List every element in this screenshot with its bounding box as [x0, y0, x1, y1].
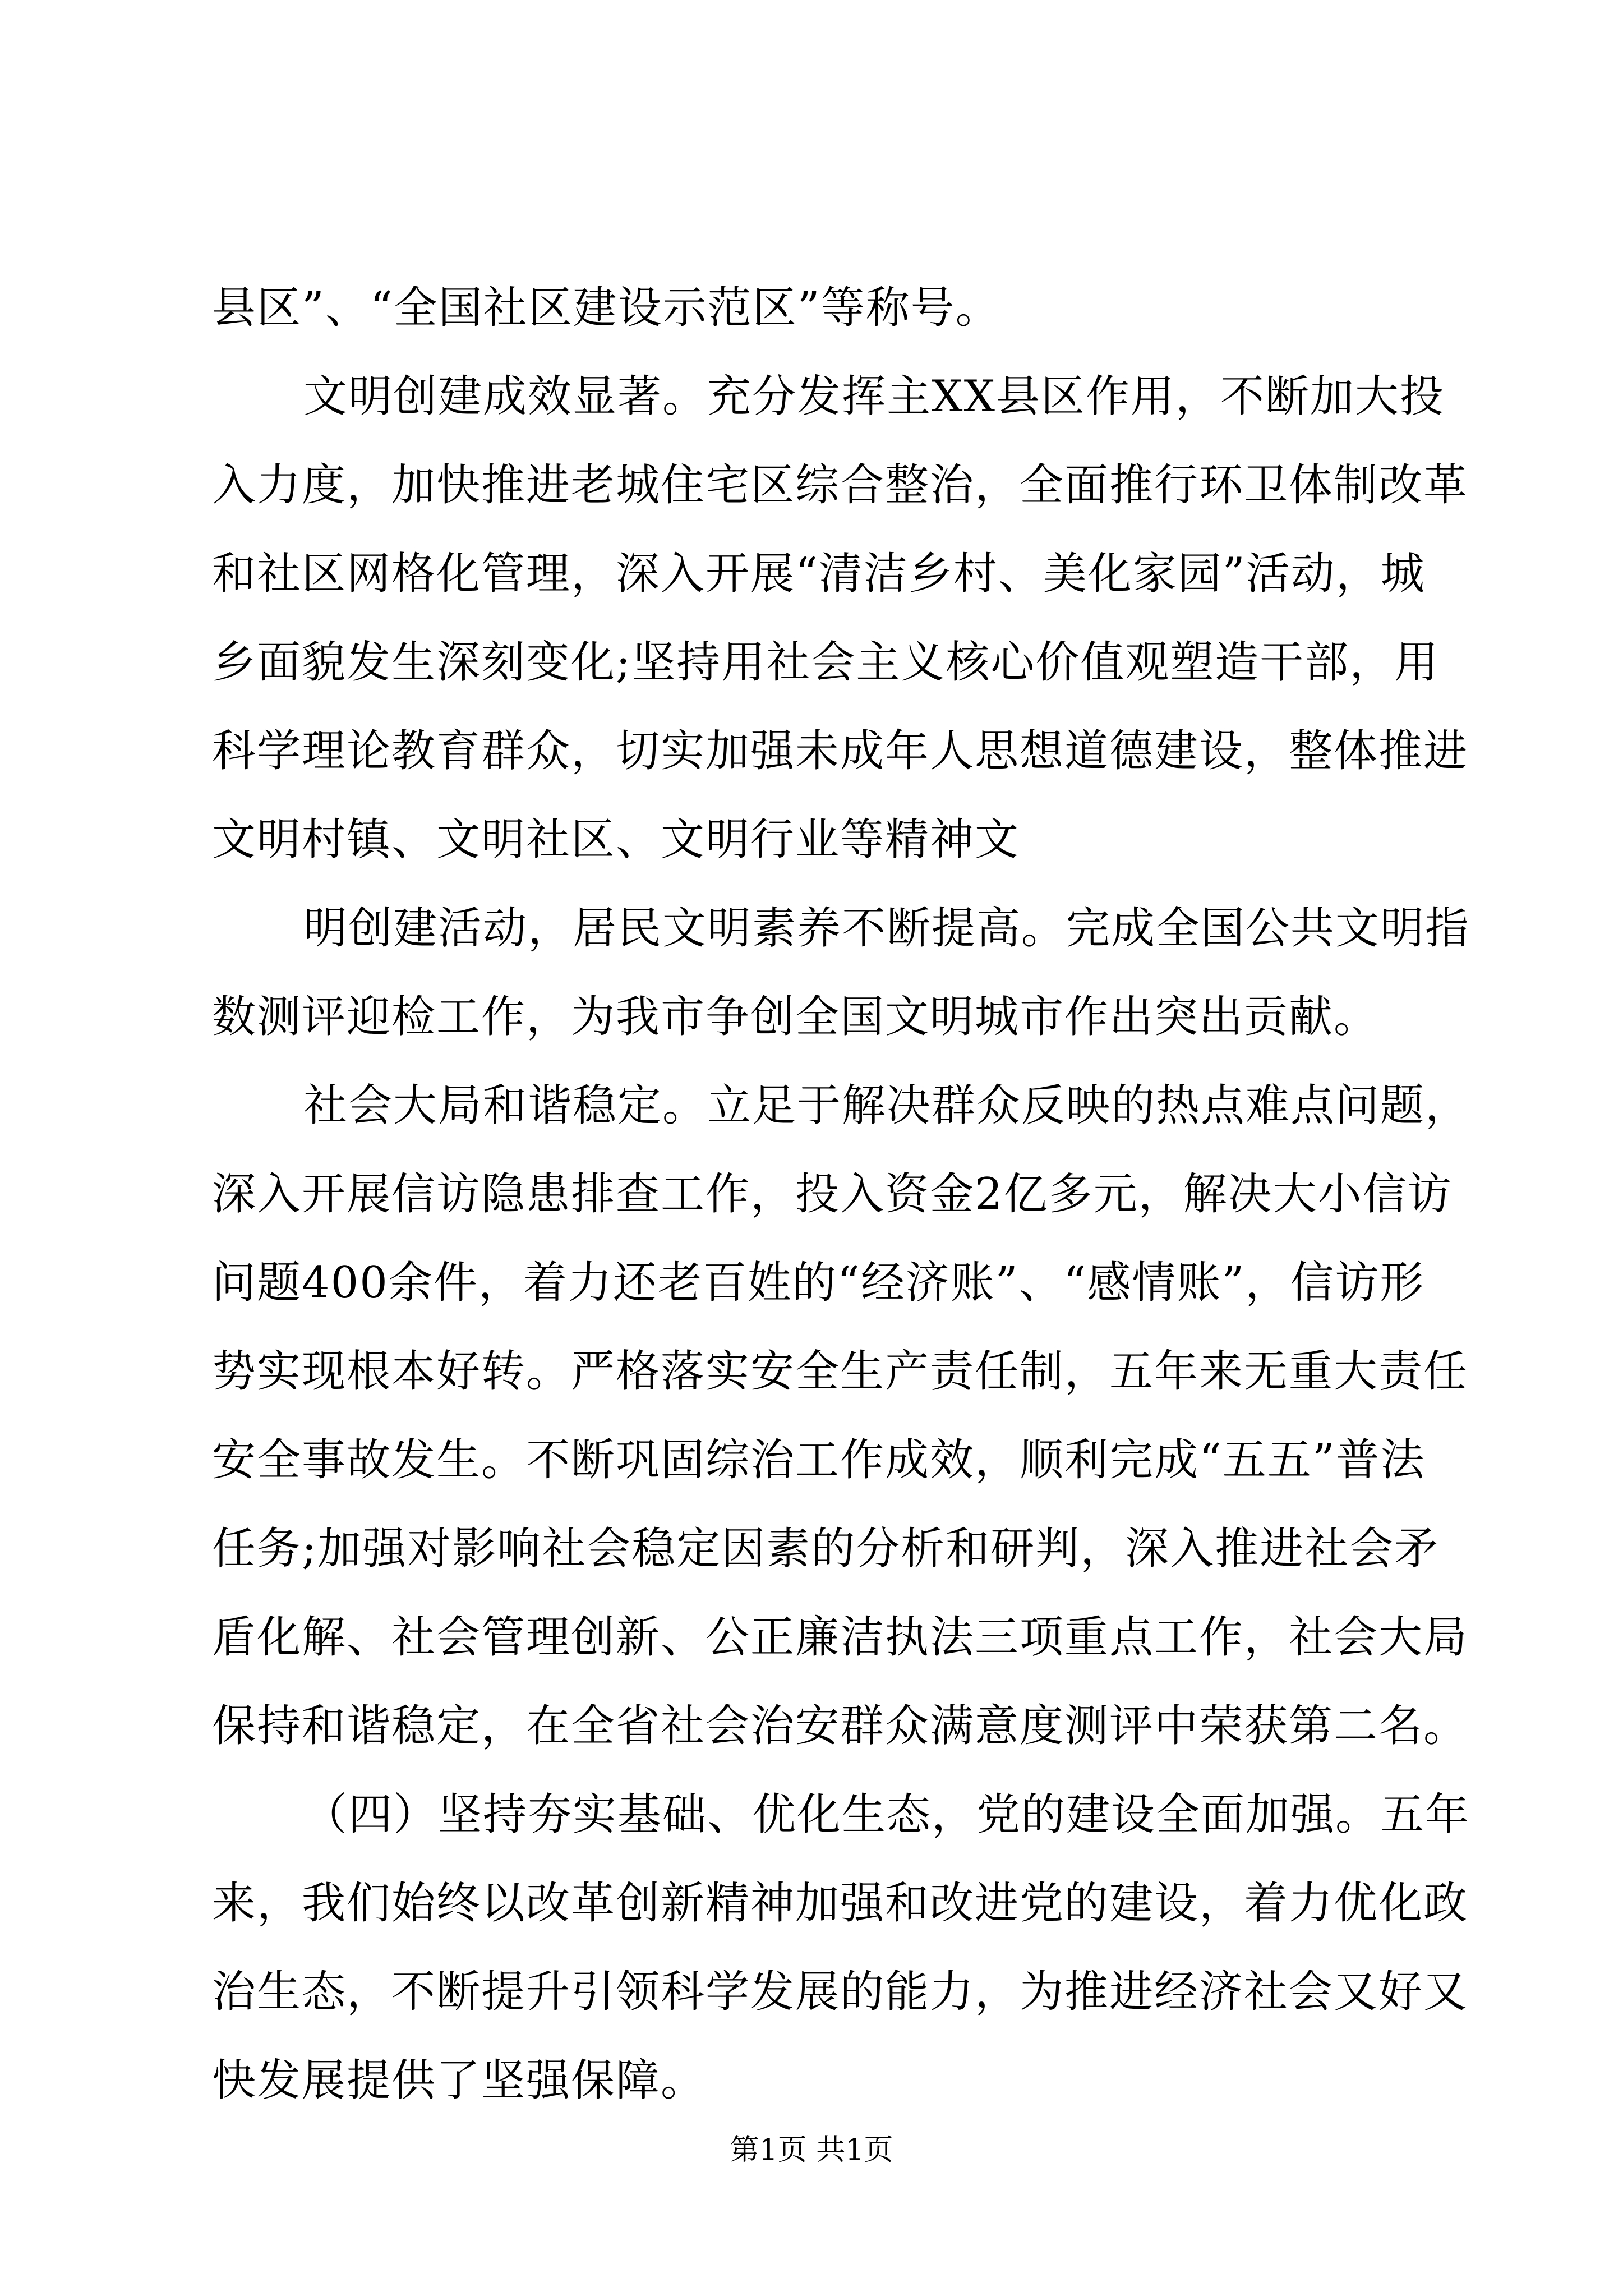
text-line: 乡面貌发生深刻变化;坚持用社会主义核心价值观塑造干部，用 [212, 637, 1440, 688]
text-line: 和社区网格化管理，深入开展“清洁乡村、美化家园”活动，城 [212, 549, 1426, 599]
text-line: 数测评迎检工作，为我市争创全国文明城市作出突出贡献。 [212, 992, 1379, 1042]
text-line: 科学理论教育群众，切实加强未成年人思想道德建设，整体推进 [212, 726, 1469, 776]
paragraph-first-line: 文明创建成效显著。充分发挥主XX县区作用，不断加大投 [303, 371, 1445, 422]
document-body [212, 264, 1470, 2125]
paragraph-first-line: 社会大局和谐稳定。立足于解决群众反映的热点难点问题， [303, 1080, 1470, 1131]
page-number-footer: 第1页 共1页 [730, 2133, 893, 2167]
text-line: 文明村镇、文明社区、文明行业等精神文 [212, 815, 1020, 865]
text-line: 入力度，加快推进老城住宅区综合整治，全面推行环卫体制改革 [212, 460, 1469, 510]
text-line: 深入开展信访隐患排查工作，投入资金2亿多元，解决大小信访 [212, 1169, 1453, 1220]
paragraph-first-line: 明创建活动，居民文明素养不断提高。完成全国公共文明指 [303, 903, 1470, 954]
text-line: 县区”、“全国社区建设示范区”等称号。 [212, 283, 1000, 333]
text-line: 快发展提供了坚强保障。 [212, 2055, 706, 2106]
text-line: 盾化解、社会管理创新、公正廉洁执法三项重点工作，社会大局 [212, 1612, 1469, 1663]
text-line: 保持和谐稳定，在全省社会治安群众满意度测评中荣获第二名。 [212, 1701, 1469, 1751]
text-line: 任务;加强对影响社会稳定因素的分析和研判，深入推进社会矛 [212, 1524, 1440, 1574]
text-line: 势实现根本好转。严格落实安全生产责任制，五年来无重大责任 [212, 1346, 1469, 1397]
text-line: 治生态，不断提升引领科学发展的能力，为推进经济社会又好又 [212, 1967, 1469, 2017]
paragraph-first-line: （四）坚持夯实基础、优化生态，党的建设全面加强。五年 [303, 1789, 1470, 1840]
text-line: 问题400余件，着力还老百姓的“经济账”、“感情账”，信访形 [212, 1258, 1425, 1308]
text-line: 安全事故发生。不断巩固综治工作成效，顺利完成“五五”普法 [212, 1435, 1426, 1485]
text-line: 来，我们始终以改革创新精神加强和改进党的建设，着力优化政 [212, 1878, 1469, 1929]
